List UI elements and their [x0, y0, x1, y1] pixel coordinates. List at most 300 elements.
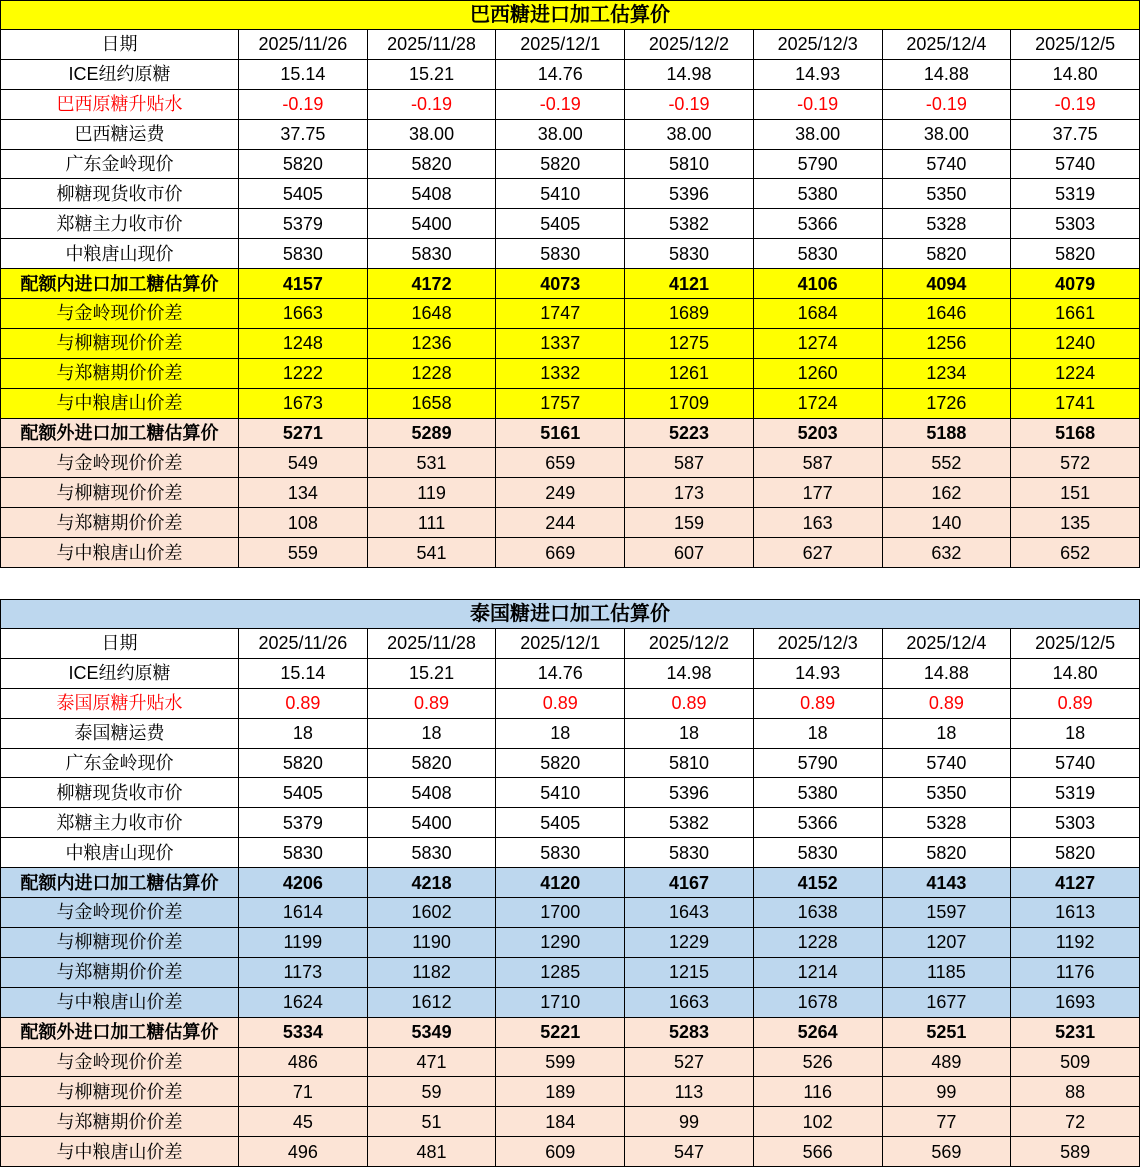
- value-cell: 1234: [882, 358, 1011, 388]
- row-label: 与郑糖期价价差: [1, 1107, 239, 1137]
- value-cell: 1176: [1011, 957, 1140, 987]
- value-cell: 5349: [367, 1017, 496, 1047]
- value-cell: 99: [625, 1107, 754, 1137]
- value-cell: 14.98: [625, 59, 754, 89]
- table-row: [1, 328, 1140, 358]
- row-label: 郑糖主力收市价: [1, 808, 239, 838]
- value-cell: 5830: [496, 838, 625, 868]
- value-cell: 489: [882, 1047, 1011, 1077]
- value-cell: 659: [496, 448, 625, 478]
- value-cell: 609: [496, 1137, 625, 1167]
- value-cell: 51: [367, 1107, 496, 1137]
- row-label: 与柳糖现价价差: [1, 478, 239, 508]
- value-cell: 4206: [239, 868, 368, 898]
- value-cell: 5366: [753, 808, 882, 838]
- value-cell: 1638: [753, 898, 882, 928]
- value-cell: 4167: [625, 868, 754, 898]
- value-cell: 14.93: [753, 658, 882, 688]
- value-cell: 5400: [367, 808, 496, 838]
- value-cell: 5289: [367, 418, 496, 448]
- value-cell: 1290: [496, 927, 625, 957]
- row-label: 与郑糖期价价差: [1, 508, 239, 538]
- value-cell: 1757: [496, 388, 625, 418]
- value-cell: 5405: [496, 808, 625, 838]
- table-row: [1, 1047, 1140, 1077]
- price-table-brazil: [0, 0, 1140, 568]
- table-title-row: [1, 1, 1140, 30]
- value-cell: -0.19: [625, 89, 754, 119]
- table-title-row: [1, 600, 1140, 629]
- table-row: [1, 838, 1140, 868]
- value-cell: 587: [625, 448, 754, 478]
- value-cell: 113: [625, 1077, 754, 1107]
- value-cell: 38.00: [882, 119, 1011, 149]
- date-column-header: 2025/12/3: [753, 30, 882, 60]
- row-label: 柳糖现货收市价: [1, 179, 239, 209]
- value-cell: 5405: [239, 778, 368, 808]
- value-cell: 38.00: [753, 119, 882, 149]
- row-label: 广东金岭现价: [1, 748, 239, 778]
- row-label: 柳糖现货收市价: [1, 778, 239, 808]
- value-cell: 4143: [882, 868, 1011, 898]
- table-row: [1, 119, 1140, 149]
- value-cell: 0.89: [625, 688, 754, 718]
- value-cell: 1614: [239, 898, 368, 928]
- value-cell: 1677: [882, 987, 1011, 1017]
- value-cell: 569: [882, 1137, 1011, 1167]
- value-cell: 72: [1011, 1107, 1140, 1137]
- table-row: [1, 957, 1140, 987]
- value-cell: 1710: [496, 987, 625, 1017]
- value-cell: 14.88: [882, 658, 1011, 688]
- value-cell: 18: [1011, 718, 1140, 748]
- value-cell: 627: [753, 538, 882, 568]
- value-cell: 5830: [753, 239, 882, 269]
- value-cell: 496: [239, 1137, 368, 1167]
- date-column-header: 2025/11/26: [239, 30, 368, 60]
- value-cell: 38.00: [625, 119, 754, 149]
- value-cell: 5830: [367, 239, 496, 269]
- value-cell: 5379: [239, 209, 368, 239]
- date-header-label: 日期: [1, 30, 239, 60]
- table-row: [1, 1017, 1140, 1047]
- value-cell: 1612: [367, 987, 496, 1017]
- value-cell: 5264: [753, 1017, 882, 1047]
- row-label: 与金岭现价价差: [1, 1047, 239, 1077]
- value-cell: 632: [882, 538, 1011, 568]
- value-cell: 5405: [239, 179, 368, 209]
- value-cell: 45: [239, 1107, 368, 1137]
- value-cell: 14.80: [1011, 59, 1140, 89]
- value-cell: 5820: [1011, 239, 1140, 269]
- row-label: 泰国原糖升贴水: [1, 688, 239, 718]
- value-cell: 1199: [239, 927, 368, 957]
- value-cell: -0.19: [1011, 89, 1140, 119]
- value-cell: 5350: [882, 179, 1011, 209]
- value-cell: 1663: [239, 299, 368, 329]
- value-cell: 14.93: [753, 59, 882, 89]
- value-cell: 189: [496, 1077, 625, 1107]
- row-label: 广东金岭现价: [1, 149, 239, 179]
- value-cell: 5408: [367, 778, 496, 808]
- value-cell: 1741: [1011, 388, 1140, 418]
- value-cell: 531: [367, 448, 496, 478]
- date-column-header: 2025/12/2: [625, 629, 754, 659]
- value-cell: 1190: [367, 927, 496, 957]
- value-cell: 1613: [1011, 898, 1140, 928]
- row-label: ICE纽约原糖: [1, 59, 239, 89]
- date-column-header: 2025/12/2: [625, 30, 754, 60]
- table-row: [1, 688, 1140, 718]
- value-cell: 5830: [753, 838, 882, 868]
- value-cell: 5396: [625, 778, 754, 808]
- value-cell: 1597: [882, 898, 1011, 928]
- value-cell: 5382: [625, 808, 754, 838]
- value-cell: 5380: [753, 778, 882, 808]
- value-cell: 88: [1011, 1077, 1140, 1107]
- value-cell: 5830: [239, 239, 368, 269]
- row-label: 与郑糖期价价差: [1, 358, 239, 388]
- date-column-header: 2025/11/28: [367, 629, 496, 659]
- value-cell: 5830: [367, 838, 496, 868]
- row-label: 巴西原糖升贴水: [1, 89, 239, 119]
- value-cell: 4073: [496, 269, 625, 299]
- value-cell: 5168: [1011, 418, 1140, 448]
- value-cell: 1173: [239, 957, 368, 987]
- value-cell: 4079: [1011, 269, 1140, 299]
- value-cell: 111: [367, 508, 496, 538]
- table-row: [1, 388, 1140, 418]
- value-cell: 1222: [239, 358, 368, 388]
- row-label: 与柳糖现价价差: [1, 328, 239, 358]
- value-cell: 5740: [1011, 748, 1140, 778]
- table-row: [1, 1137, 1140, 1167]
- value-cell: 5740: [882, 748, 1011, 778]
- value-cell: 1228: [367, 358, 496, 388]
- value-cell: 15.21: [367, 658, 496, 688]
- value-cell: 14.76: [496, 658, 625, 688]
- value-cell: 4127: [1011, 868, 1140, 898]
- table-row: [1, 239, 1140, 269]
- value-cell: 4218: [367, 868, 496, 898]
- table-row: [1, 508, 1140, 538]
- value-cell: 1337: [496, 328, 625, 358]
- value-cell: 5820: [496, 748, 625, 778]
- table-row: [1, 418, 1140, 448]
- value-cell: 526: [753, 1047, 882, 1077]
- value-cell: 1207: [882, 927, 1011, 957]
- value-cell: 5188: [882, 418, 1011, 448]
- value-cell: 4094: [882, 269, 1011, 299]
- row-label: 配额内进口加工糖估算价: [1, 269, 239, 299]
- value-cell: 4106: [753, 269, 882, 299]
- value-cell: 1228: [753, 927, 882, 957]
- value-cell: 1332: [496, 358, 625, 388]
- value-cell: 1624: [239, 987, 368, 1017]
- value-cell: 4152: [753, 868, 882, 898]
- value-cell: 552: [882, 448, 1011, 478]
- date-header-row: [1, 629, 1140, 659]
- row-label: 泰国糖运费: [1, 718, 239, 748]
- value-cell: 1678: [753, 987, 882, 1017]
- row-label: 中粮唐山现价: [1, 239, 239, 269]
- value-cell: 18: [882, 718, 1011, 748]
- row-label: 与金岭现价价差: [1, 448, 239, 478]
- value-cell: 59: [367, 1077, 496, 1107]
- value-cell: 151: [1011, 478, 1140, 508]
- value-cell: 5790: [753, 149, 882, 179]
- row-label: 配额外进口加工糖估算价: [1, 1017, 239, 1047]
- value-cell: 5405: [496, 209, 625, 239]
- value-cell: 5319: [1011, 778, 1140, 808]
- value-cell: 0.89: [496, 688, 625, 718]
- table-gap: [0, 568, 1140, 599]
- value-cell: 77: [882, 1107, 1011, 1137]
- value-cell: 5251: [882, 1017, 1011, 1047]
- value-cell: 37.75: [1011, 119, 1140, 149]
- value-cell: 5820: [496, 149, 625, 179]
- value-cell: 134: [239, 478, 368, 508]
- date-column-header: 2025/12/4: [882, 30, 1011, 60]
- value-cell: 5303: [1011, 209, 1140, 239]
- value-cell: 5408: [367, 179, 496, 209]
- value-cell: 566: [753, 1137, 882, 1167]
- value-cell: 5334: [239, 1017, 368, 1047]
- date-column-header: 2025/11/28: [367, 30, 496, 60]
- value-cell: 1693: [1011, 987, 1140, 1017]
- value-cell: 5283: [625, 1017, 754, 1047]
- value-cell: 0.89: [882, 688, 1011, 718]
- value-cell: 4120: [496, 868, 625, 898]
- value-cell: 1185: [882, 957, 1011, 987]
- value-cell: 5790: [753, 748, 882, 778]
- value-cell: 607: [625, 538, 754, 568]
- table-row: [1, 299, 1140, 329]
- table-row: [1, 808, 1140, 838]
- value-cell: 5820: [239, 748, 368, 778]
- date-column-header: 2025/12/5: [1011, 30, 1140, 60]
- value-cell: 509: [1011, 1047, 1140, 1077]
- value-cell: 1182: [367, 957, 496, 987]
- value-cell: 15.21: [367, 59, 496, 89]
- date-header-row: [1, 30, 1140, 60]
- value-cell: 116: [753, 1077, 882, 1107]
- value-cell: 5820: [882, 838, 1011, 868]
- value-cell: 5366: [753, 209, 882, 239]
- value-cell: 1602: [367, 898, 496, 928]
- value-cell: 18: [496, 718, 625, 748]
- value-cell: 1689: [625, 299, 754, 329]
- table-row: [1, 538, 1140, 568]
- value-cell: 4157: [239, 269, 368, 299]
- value-cell: 5328: [882, 209, 1011, 239]
- value-cell: 5810: [625, 149, 754, 179]
- value-cell: 0.89: [1011, 688, 1140, 718]
- date-column-header: 2025/12/1: [496, 629, 625, 659]
- value-cell: 5830: [496, 239, 625, 269]
- table-row: [1, 448, 1140, 478]
- table-row: [1, 987, 1140, 1017]
- value-cell: 5410: [496, 179, 625, 209]
- value-cell: 1648: [367, 299, 496, 329]
- value-cell: 1256: [882, 328, 1011, 358]
- row-label: 与金岭现价价差: [1, 299, 239, 329]
- row-label: 与中粮唐山价差: [1, 987, 239, 1017]
- value-cell: -0.19: [367, 89, 496, 119]
- value-cell: 5350: [882, 778, 1011, 808]
- value-cell: 5830: [239, 838, 368, 868]
- value-cell: 1274: [753, 328, 882, 358]
- value-cell: 244: [496, 508, 625, 538]
- value-cell: 1192: [1011, 927, 1140, 957]
- table-row: [1, 478, 1140, 508]
- value-cell: 1663: [625, 987, 754, 1017]
- value-cell: 1658: [367, 388, 496, 418]
- value-cell: 37.75: [239, 119, 368, 149]
- value-cell: 5410: [496, 778, 625, 808]
- value-cell: 71: [239, 1077, 368, 1107]
- value-cell: 0.89: [367, 688, 496, 718]
- value-cell: 135: [1011, 508, 1140, 538]
- value-cell: 5380: [753, 179, 882, 209]
- table-row: [1, 149, 1140, 179]
- value-cell: 541: [367, 538, 496, 568]
- value-cell: 1236: [367, 328, 496, 358]
- row-label: 郑糖主力收市价: [1, 209, 239, 239]
- value-cell: 669: [496, 538, 625, 568]
- value-cell: 1215: [625, 957, 754, 987]
- value-cell: 1700: [496, 898, 625, 928]
- value-cell: 1646: [882, 299, 1011, 329]
- value-cell: 5223: [625, 418, 754, 448]
- table-row: [1, 59, 1140, 89]
- value-cell: 108: [239, 508, 368, 538]
- value-cell: 589: [1011, 1137, 1140, 1167]
- value-cell: 162: [882, 478, 1011, 508]
- value-cell: 5820: [239, 149, 368, 179]
- table-row: [1, 209, 1140, 239]
- row-label: 与柳糖现价价差: [1, 927, 239, 957]
- table-row: [1, 898, 1140, 928]
- value-cell: 527: [625, 1047, 754, 1077]
- value-cell: 1229: [625, 927, 754, 957]
- value-cell: -0.19: [753, 89, 882, 119]
- value-cell: 18: [239, 718, 368, 748]
- value-cell: 5820: [367, 748, 496, 778]
- value-cell: 177: [753, 478, 882, 508]
- date-column-header: 2025/12/1: [496, 30, 625, 60]
- value-cell: 5221: [496, 1017, 625, 1047]
- value-cell: 5830: [625, 239, 754, 269]
- row-label: 中粮唐山现价: [1, 838, 239, 868]
- value-cell: 599: [496, 1047, 625, 1077]
- price-table-thailand: [0, 599, 1140, 1167]
- date-column-header: 2025/12/3: [753, 629, 882, 659]
- date-column-header: 2025/12/4: [882, 629, 1011, 659]
- table-row: [1, 269, 1140, 299]
- value-cell: 1709: [625, 388, 754, 418]
- value-cell: 1275: [625, 328, 754, 358]
- value-cell: 14.76: [496, 59, 625, 89]
- value-cell: 572: [1011, 448, 1140, 478]
- value-cell: 38.00: [496, 119, 625, 149]
- value-cell: 18: [367, 718, 496, 748]
- table-row: [1, 868, 1140, 898]
- value-cell: 1684: [753, 299, 882, 329]
- value-cell: 184: [496, 1107, 625, 1137]
- value-cell: 559: [239, 538, 368, 568]
- value-cell: 1261: [625, 358, 754, 388]
- value-cell: 1661: [1011, 299, 1140, 329]
- value-cell: 1747: [496, 299, 625, 329]
- value-cell: 5271: [239, 418, 368, 448]
- value-cell: 5319: [1011, 179, 1140, 209]
- table-row: [1, 358, 1140, 388]
- table-row: [1, 778, 1140, 808]
- value-cell: 5396: [625, 179, 754, 209]
- value-cell: 140: [882, 508, 1011, 538]
- value-cell: 102: [753, 1107, 882, 1137]
- value-cell: 1240: [1011, 328, 1140, 358]
- row-label: 与中粮唐山价差: [1, 538, 239, 568]
- value-cell: 18: [625, 718, 754, 748]
- value-cell: 5820: [882, 239, 1011, 269]
- value-cell: 159: [625, 508, 754, 538]
- table-row: [1, 89, 1140, 119]
- value-cell: 15.14: [239, 59, 368, 89]
- value-cell: -0.19: [496, 89, 625, 119]
- row-label: ICE纽约原糖: [1, 658, 239, 688]
- row-label: 与中粮唐山价差: [1, 388, 239, 418]
- value-cell: 38.00: [367, 119, 496, 149]
- value-cell: -0.19: [882, 89, 1011, 119]
- value-cell: 1724: [753, 388, 882, 418]
- value-cell: 5231: [1011, 1017, 1140, 1047]
- value-cell: 99: [882, 1077, 1011, 1107]
- value-cell: 1224: [1011, 358, 1140, 388]
- value-cell: 5820: [367, 149, 496, 179]
- value-cell: 652: [1011, 538, 1140, 568]
- table-row: [1, 1077, 1140, 1107]
- value-cell: 18: [753, 718, 882, 748]
- value-cell: 5400: [367, 209, 496, 239]
- table-row: [1, 658, 1140, 688]
- value-cell: 249: [496, 478, 625, 508]
- value-cell: 5203: [753, 418, 882, 448]
- table-row: [1, 927, 1140, 957]
- date-column-header: 2025/12/5: [1011, 629, 1140, 659]
- value-cell: 5810: [625, 748, 754, 778]
- date-header-label: 日期: [1, 629, 239, 659]
- row-label: 巴西糖运费: [1, 119, 239, 149]
- value-cell: 0.89: [239, 688, 368, 718]
- value-cell: 5740: [882, 149, 1011, 179]
- date-column-header: 2025/11/26: [239, 629, 368, 659]
- value-cell: 0.89: [753, 688, 882, 718]
- value-cell: 1214: [753, 957, 882, 987]
- table-row: [1, 748, 1140, 778]
- value-cell: 4172: [367, 269, 496, 299]
- value-cell: 4121: [625, 269, 754, 299]
- row-label: 与郑糖期价价差: [1, 957, 239, 987]
- value-cell: 163: [753, 508, 882, 538]
- table-title: 巴西糖进口加工估算价: [1, 1, 1140, 30]
- value-cell: 14.98: [625, 658, 754, 688]
- row-label: 与柳糖现价价差: [1, 1077, 239, 1107]
- value-cell: 1260: [753, 358, 882, 388]
- value-cell: 5820: [1011, 838, 1140, 868]
- value-cell: 5740: [1011, 149, 1140, 179]
